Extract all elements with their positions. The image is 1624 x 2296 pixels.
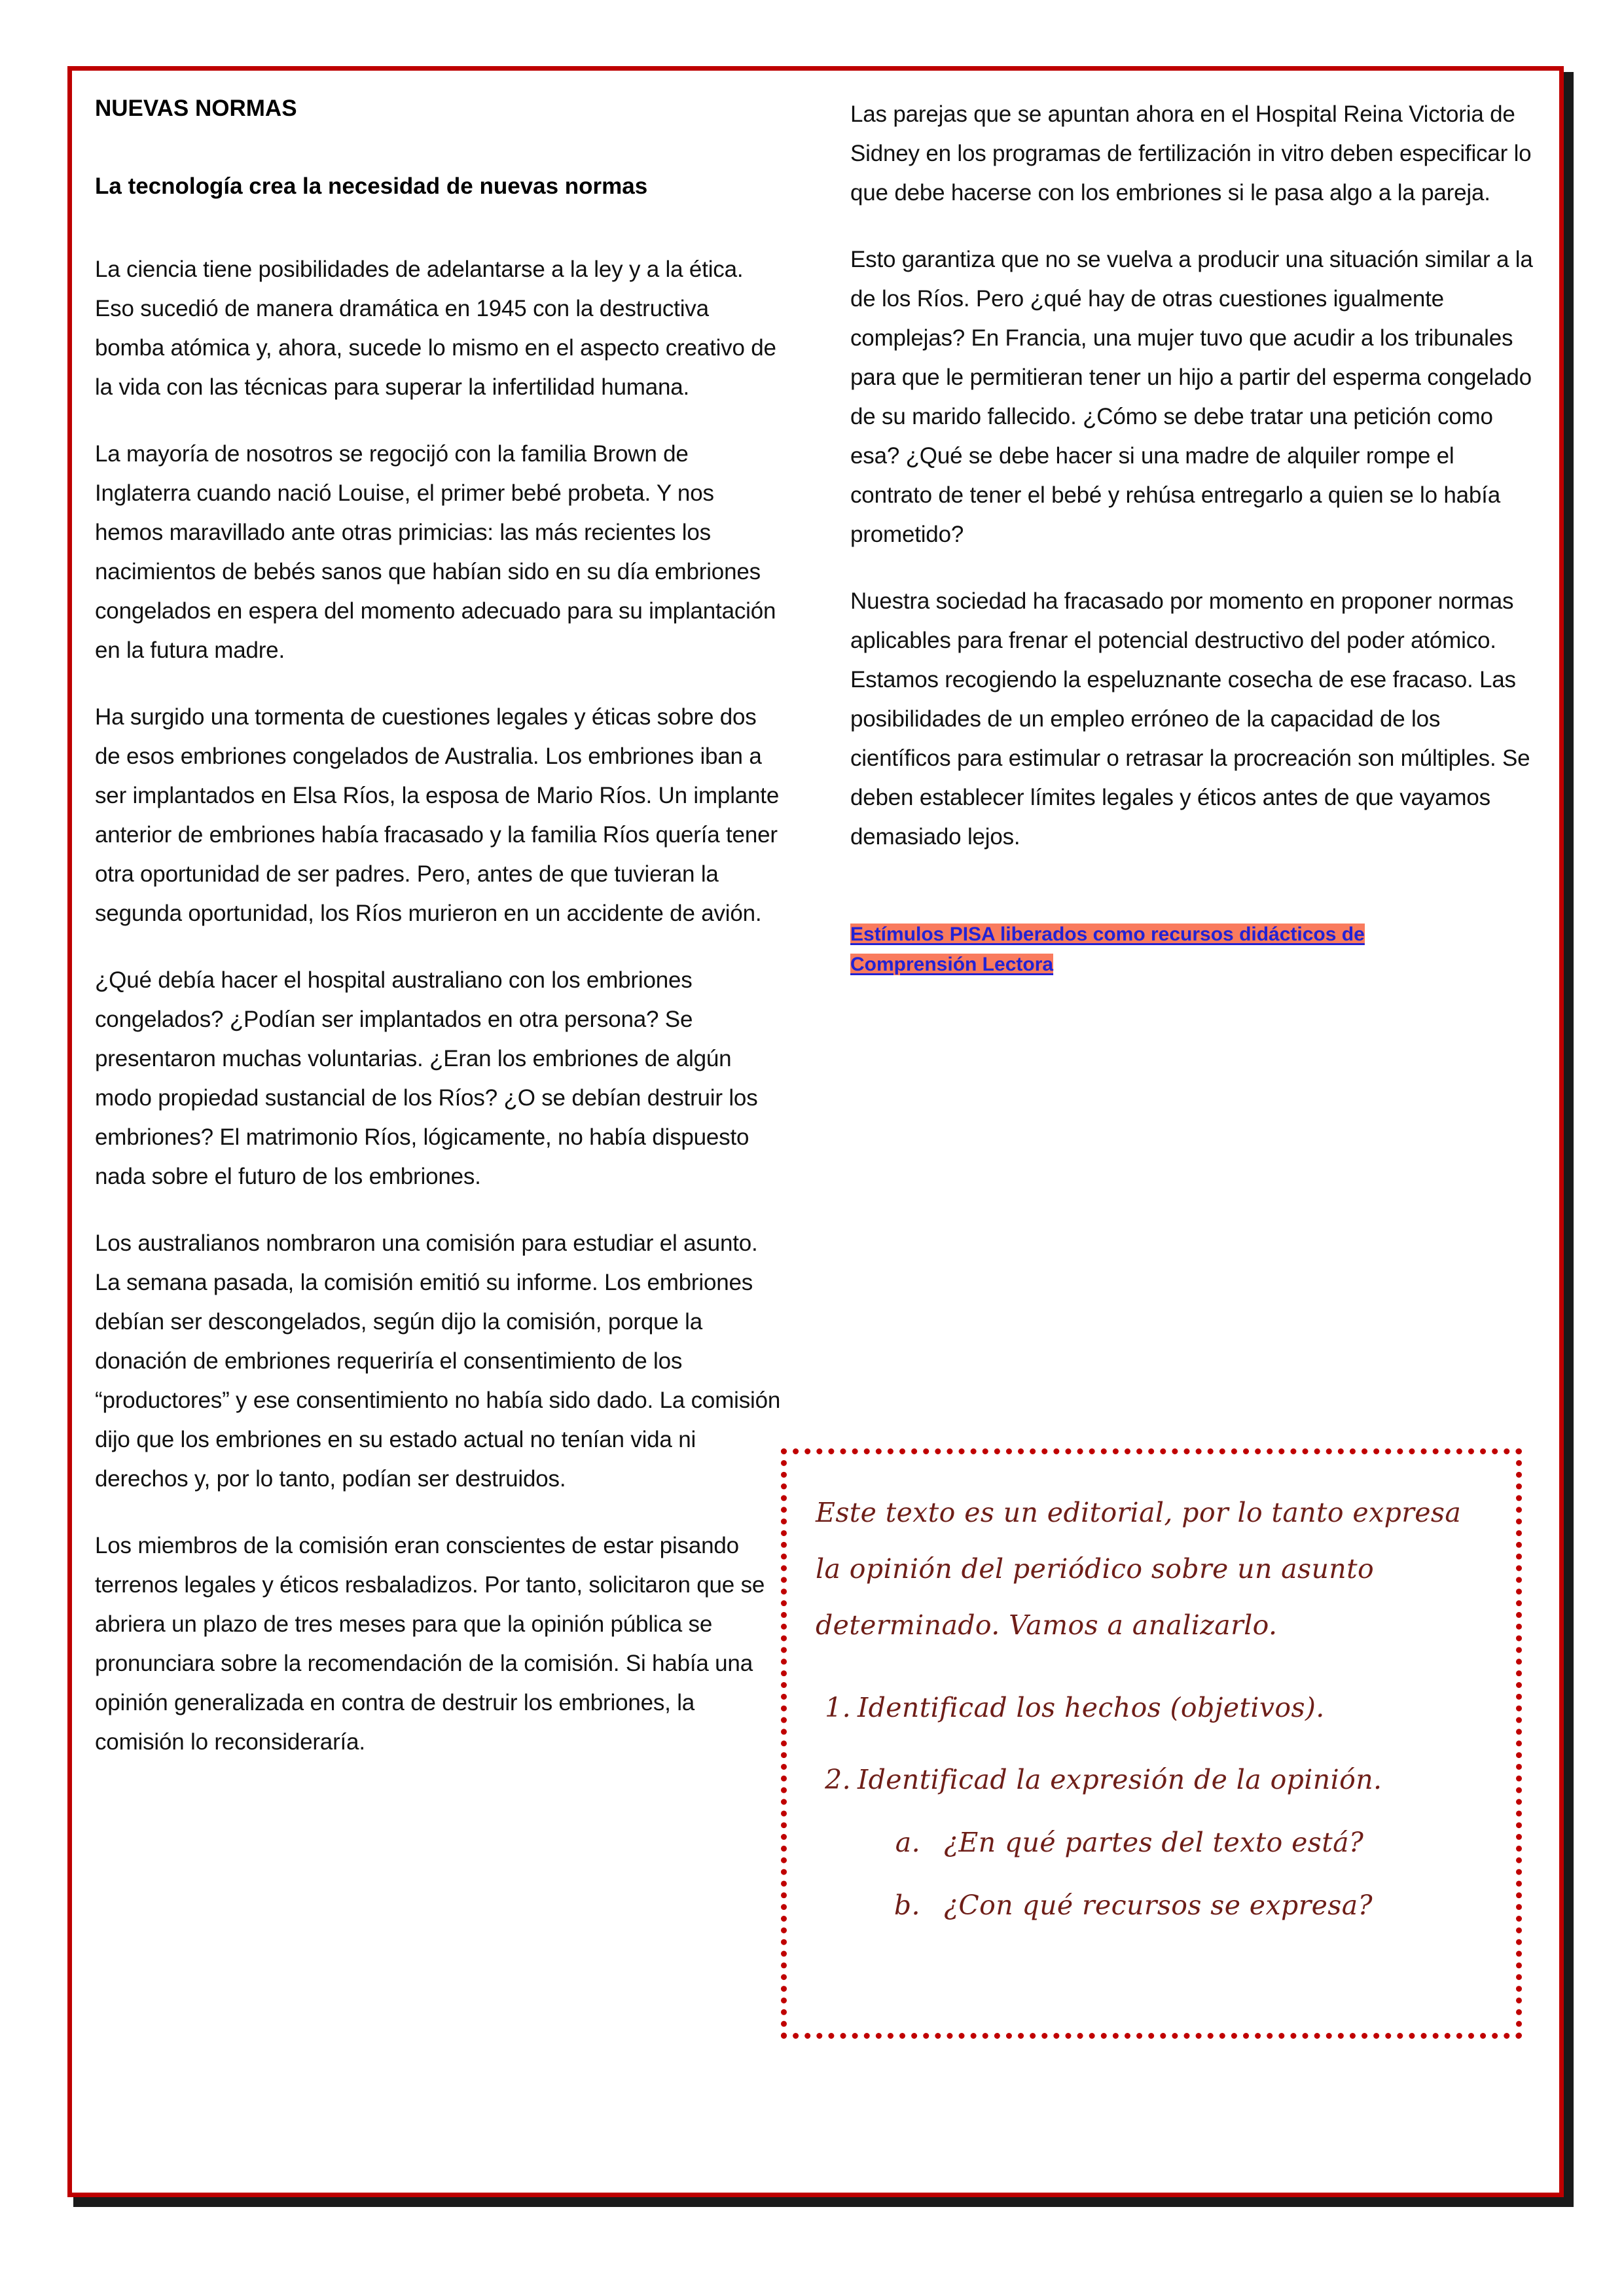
activity-callout-box bbox=[781, 1448, 1522, 2039]
activity-task-2-sublist bbox=[857, 1814, 1487, 1933]
right-paragraph-3: Nuestra sociedad ha fracasado por momento en proponer normas aplicables para frenar el potencial destructivo del poder atómico. Estamos recogiendo la espeluznante cosecha de ese fracaso. Las posibilidades de un empleo erróneo de la capacidad de los científicos para estimular o retrasar la procreación son múltiples. Se deben establecer límites legales y éticos antes de que vayamos demasiado lejos. bbox=[850, 588, 1530, 850]
activity-task-2a-marker: a. bbox=[895, 1827, 920, 1858]
activity-task-2b bbox=[857, 1877, 1487, 1933]
activity-task-2a bbox=[857, 1814, 1487, 1871]
right-paragraph-2: Esto garantiza que no se vuelva a producir una situación similar a la de los Ríos. Pero ¿qué hay de otras cuestiones igualmente complejas? En Francia, una mujer tuvo que acudir a los tribunales para que le permitieran tener un hijo a partir del esperma congelado de su marido fallecido. ¿Cómo se debe tratar una petición como esa? ¿Qué se debe hacer si una madre de alquiler rompe el contrato de tener el bebé y rehúsa entregarlo a quien se lo había prometido? bbox=[850, 247, 1533, 547]
pisa-resource-link[interactable]: Estímulos PISA liberados como recursos didácticos de Comprensión Lectora bbox=[850, 924, 1365, 975]
activity-task-1 bbox=[816, 1679, 1487, 1736]
left-column bbox=[95, 95, 781, 1789]
resource-link-block bbox=[850, 920, 1413, 980]
activity-task-2a-label: ¿En qué partes del texto está? bbox=[944, 1827, 1364, 1858]
activity-intro-text: Este texto es un editorial, por lo tanto expresa la opinión del periódico sobre un asunto determinado. Vamos a analizarlo. bbox=[816, 1497, 1462, 1641]
activity-task-2-marker: 2. bbox=[825, 1764, 851, 1795]
activity-task-1-label: Identificad los hechos (objetivos). bbox=[857, 1692, 1325, 1723]
left-paragraph-1: La ciencia tiene posibilidades de adelantarse a la ley y a la ética. Eso sucedió de manera dramática en 1945 con la destructiva bomba atómica y, ahora, sucede lo mismo en el aspecto creativo de la vida con las técnicas para superar la infertilidad humana. bbox=[95, 256, 776, 400]
left-paragraph-3: Ha surgido una tormenta de cuestiones legales y éticas sobre dos de esos embriones congelados de Australia. Los embriones iban a ser implantados en Elsa Ríos, la esposa de Mario Ríos. Un implante anterior de embriones había fracasado y la familia Ríos quería tener otra oportunidad de ser padres. Pero, antes de que tuvieran la segunda oportunidad, los Ríos murieron en un accidente de avión. bbox=[95, 704, 780, 926]
article-kicker: NUEVAS NORMAS bbox=[95, 96, 297, 121]
right-paragraph-1: Las parejas que se apuntan ahora en el Hospital Reina Victoria de Sidney en los programas de fertilización in vitro deben especificar lo que debe hacerse con los embriones si le pasa algo a la pareja. bbox=[850, 101, 1532, 206]
activity-task-2-label: Identificad la expresión de la opinión. bbox=[857, 1764, 1382, 1795]
activity-task-2b-label: ¿Con qué recursos se expresa? bbox=[944, 1890, 1373, 1921]
activity-content bbox=[787, 1454, 1516, 1962]
left-paragraph-5: Los australianos nombraron una comisión para estudiar el asunto. La semana pasada, la comisión emitió su informe. Los embriones debían ser descongelados, según dijo la comisión, porque la donación de embriones requeriría el consentimiento de los “productores” y ese consentimiento no había sido dado. La comisión dijo que los embriones en su estado actual no tenían vida ni derechos y, por lo tanto, podían ser destruidos. bbox=[95, 1230, 781, 1492]
activity-task-1-marker: 1. bbox=[825, 1692, 851, 1723]
left-paragraph-4: ¿Qué debía hacer el hospital australiano con los embriones congelados? ¿Podían ser implantados en otra persona? Se presentaron muchas voluntarias. ¿Eran los embriones de algún modo propiedad sustancial de los Ríos? ¿O se debían destruir los embriones? El matrimonio Ríos, lógicamente, no había dispuesto nada sobre el futuro de los embriones. bbox=[95, 967, 758, 1189]
activity-task-2 bbox=[816, 1751, 1487, 1933]
article-subhead: La tecnología crea la necesidad de nuevas normas bbox=[95, 173, 648, 200]
right-column bbox=[850, 95, 1536, 980]
activity-task-list bbox=[816, 1679, 1487, 1933]
activity-task-2b-marker: b. bbox=[893, 1890, 920, 1921]
left-paragraph-6: Los miembros de la comisión eran conscientes de estar pisando terrenos legales y éticos resbaladizos. Por tanto, solicitaron que se abriera un plazo de tres meses para que la opinión pública se pronunciara sobre la recomendación de la comisión. Si había una opinión generalizada en contra de destruir los embriones, la comisión lo reconsideraría. bbox=[95, 1532, 765, 1755]
left-paragraph-2: La mayoría de nosotros se regocijó con la familia Brown de Inglaterra cuando nació Louise, el primer bebé probeta. Y nos hemos maravillado ante otras primicias: las más recientes los nacimientos de bebés sanos que habían sido en su día embriones congelados en espera del momento adecuado para su implantación en la futura madre. bbox=[95, 440, 776, 663]
